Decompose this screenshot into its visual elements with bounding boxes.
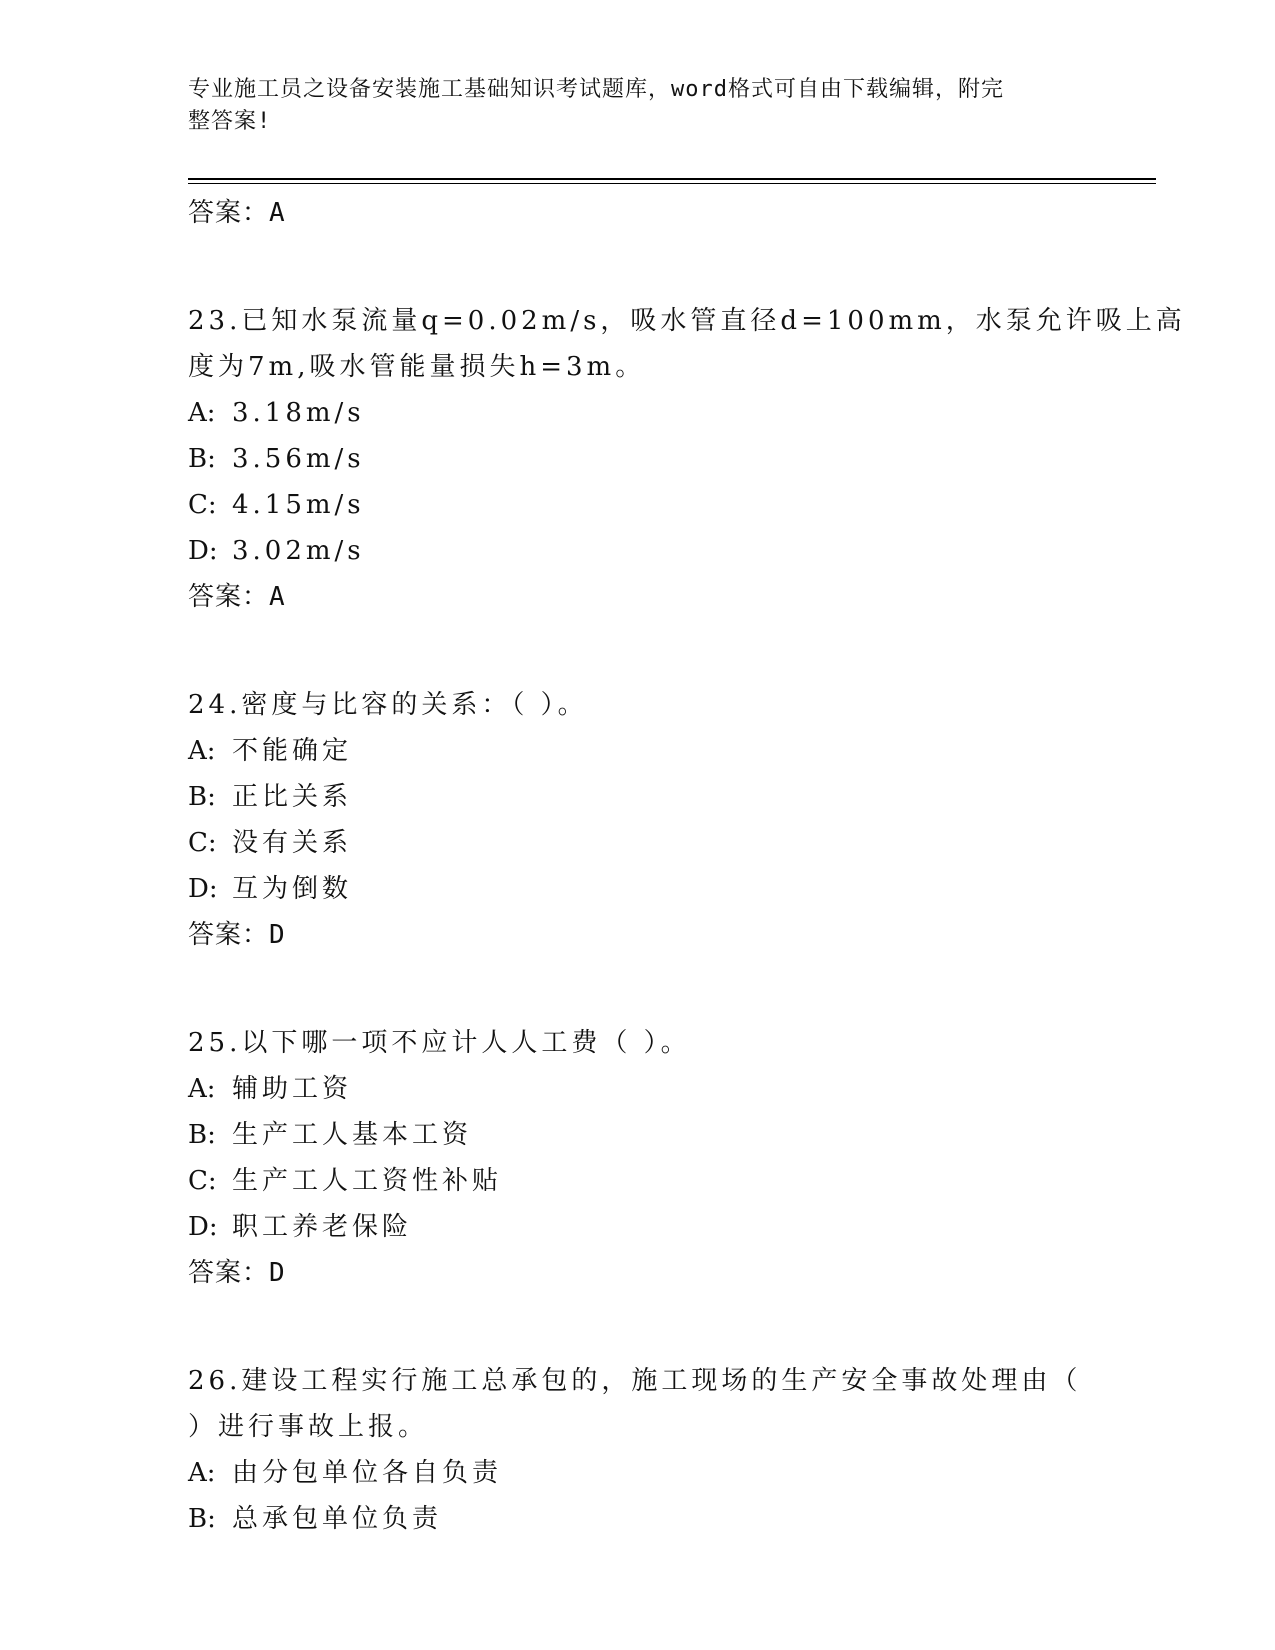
question-stem: 25.以下哪一项不应计人人工费（ ）。 [188, 1028, 691, 1058]
option-key: C: [188, 1166, 217, 1196]
option-d [188, 866, 1088, 912]
option-text: 由分包单位各自负责 [232, 1458, 503, 1488]
option-c [188, 482, 1088, 528]
option-key: C: [188, 490, 217, 520]
option-b [188, 774, 1088, 820]
option-a [188, 1066, 1088, 1112]
option-text: 正比关系 [232, 782, 353, 812]
option-text: 4.15m/s [232, 490, 365, 520]
option-text: 职工养老保险 [232, 1212, 413, 1242]
option-text: 辅助工资 [232, 1074, 353, 1104]
question-stem: 23.已知水泵流量q=0.02m/s，吸水管直径d=100mm，水泵允许吸上高 [188, 306, 1186, 336]
option-text: 没有关系 [232, 828, 353, 858]
page-header [188, 74, 1068, 138]
answer-line: 答案：A [188, 198, 286, 228]
option-a [188, 390, 1088, 436]
option-text: 生产工人工资性补贴 [232, 1166, 503, 1196]
option-key: A: [188, 1458, 216, 1488]
option-key: A: [188, 1074, 216, 1104]
question-stem: 24.密度与比容的关系：（ ）。 [188, 690, 588, 720]
option-text: 生产工人基本工资 [232, 1120, 473, 1150]
question-list [188, 190, 1186, 1542]
answer-line: 答案：D [188, 1258, 286, 1288]
option-key: C: [188, 828, 217, 858]
header-divider-thin [188, 183, 1156, 184]
option-text: 不能确定 [232, 736, 353, 766]
option-key: A: [188, 736, 216, 766]
question-item [188, 298, 1186, 620]
option-key: B: [188, 444, 216, 474]
option-a [188, 1450, 1088, 1496]
question-stem: 26.建设工程实行施工总承包的，施工现场的生产安全事故处理由（ [188, 1366, 1082, 1396]
option-key: D: [188, 874, 218, 904]
option-key: D: [188, 1212, 218, 1242]
question-item [188, 1358, 1088, 1542]
question-item [188, 682, 1088, 958]
option-key: D: [188, 536, 218, 566]
option-text: 3.18m/s [232, 398, 365, 428]
option-key: B: [188, 1504, 216, 1534]
option-c [188, 1158, 1088, 1204]
option-key: A: [188, 398, 216, 428]
option-d [188, 1204, 1088, 1250]
option-b [188, 1496, 1088, 1542]
header-line-1: 专业施工员之设备安装施工基础知识考试题库，word格式可自由下载编辑，附完 [188, 77, 1004, 102]
option-a [188, 728, 1088, 774]
question-stem: 度为7m,吸水管能量损失h=3m。 [188, 352, 646, 382]
answer-line: 答案：A [188, 582, 286, 612]
option-text: 互为倒数 [232, 874, 353, 904]
answer-line: 答案：D [188, 920, 286, 950]
question-item [188, 1020, 1088, 1296]
question-stem: ）进行事故上报。 [188, 1412, 429, 1442]
option-text: 3.02m/s [232, 536, 365, 566]
option-d [188, 528, 1088, 574]
option-b [188, 436, 1088, 482]
option-key: B: [188, 1120, 216, 1150]
option-b [188, 1112, 1088, 1158]
option-text: 3.56m/s [232, 444, 365, 474]
option-c [188, 820, 1088, 866]
header-divider-thick [188, 178, 1156, 180]
option-text: 总承包单位负责 [232, 1504, 443, 1534]
header-line-2: 整答案! [188, 109, 272, 134]
option-key: B: [188, 782, 216, 812]
